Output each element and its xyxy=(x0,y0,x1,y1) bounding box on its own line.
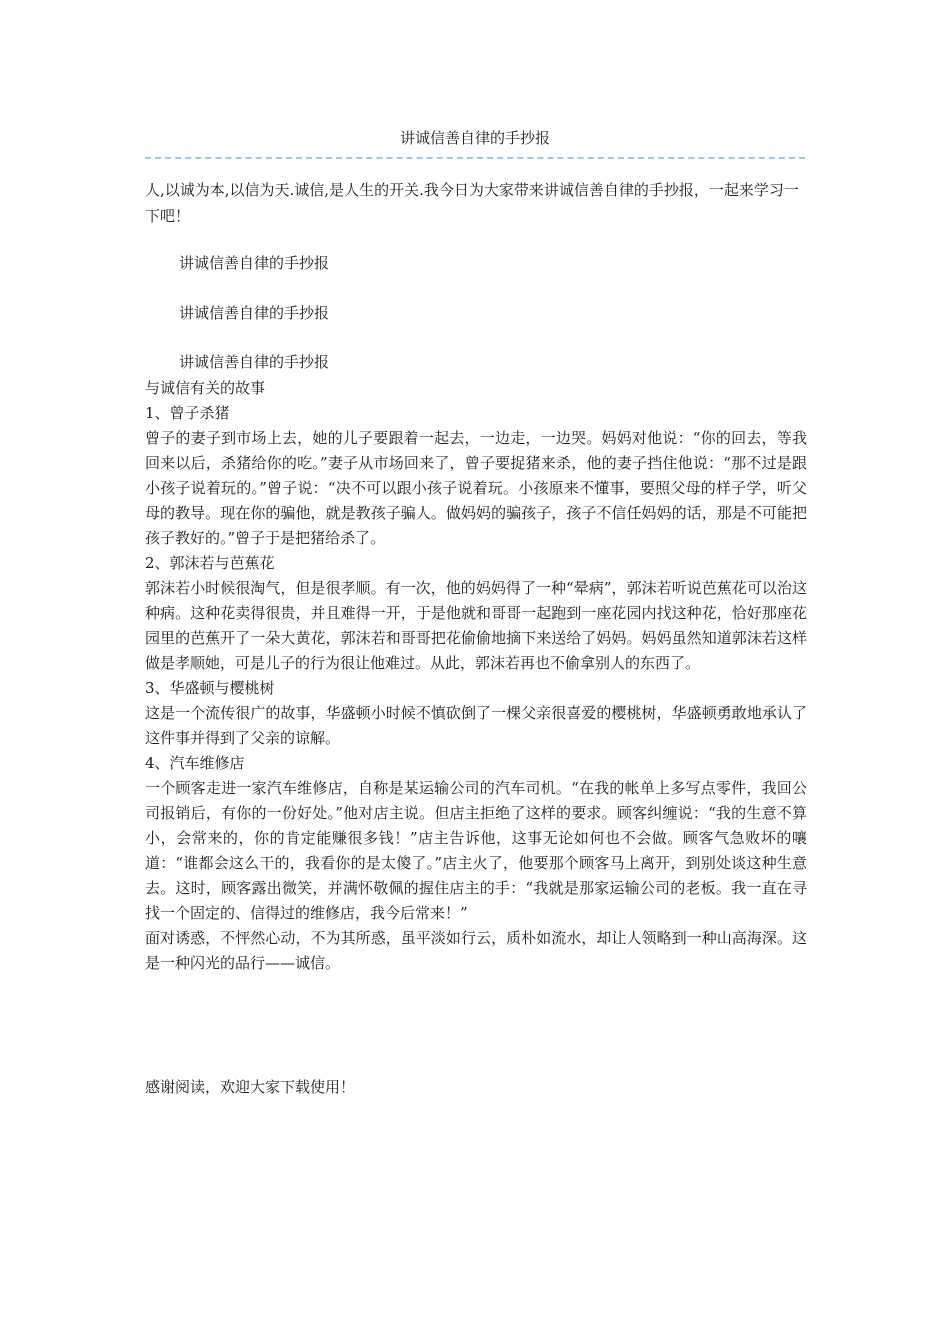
closing-line: 感谢阅读，欢迎大家下载使用！ xyxy=(145,1078,356,1096)
intro-paragraph: 人,以诚为本,以信为天.诚信,是人生的开关.我今日为大家带来讲诚信善自律的手抄报，一起来学习一下吧！ xyxy=(145,181,799,225)
story-heading: 3、华盛顿与樱桃树 xyxy=(145,679,275,697)
story-text: 曾子的妻子到市场上去，她的儿子要跟着一起去，一边走，一边哭。妈妈对他说：“你的回去，等我回来以后，杀猪给你的吃。”妻子从市场回来了，曾子要捉猪来杀，他的妻子挡住他说：“那不过是跟小孩子说着玩的。”曾子说：“决不可以跟小孩子说着玩。小孩原来不懂事，要照父母的样子学，听父母的教导。现在你的骗他，就是教孩子骗人。做妈妈的骗孩子，孩子不信任妈妈的话，那是不可能把孩子教好的。”曾子于是把猪给杀了。 xyxy=(145,429,807,547)
page-title: 讲诚信善自律的手抄报 xyxy=(399,129,550,147)
story-heading: 4、汽车维修店 xyxy=(145,754,245,772)
title-divider xyxy=(145,157,805,159)
story-content xyxy=(145,376,807,976)
story-text: 郭沫若小时候很淘气，但是很孝顺。有一次，他的妈妈得了一种“晕病”，郭沫若听说芭蕉花可以治这种病。这种花卖得很贵，并且难得一开，于是他就和哥哥一起跑到一座花园内找这种花，恰好那座花园里的芭蕉开了一朵大黄花，郭沫若和哥哥把花偷偷地摘下来送给了妈妈。妈妈虽然知道郭沫若这样做是孝顺她，可是儿子的行为很让他难过。从此，郭沫若再也不偷拿别人的东西了。 xyxy=(145,579,807,672)
subtitle-3: 讲诚信善自律的手抄报 xyxy=(179,353,330,371)
story-heading: 2、郭沫若与芭蕉花 xyxy=(145,554,275,572)
subtitle-2: 讲诚信善自律的手抄报 xyxy=(179,304,330,322)
subtitle-1: 讲诚信善自律的手抄报 xyxy=(179,254,330,272)
conclusion-paragraph: 面对诱惑，不怦然心动，不为其所惑，虽平淡如行云，质朴如流水，却让人领略到一种山高海深。这是一种闪光的品行——诚信。 xyxy=(145,929,807,972)
story-text: 这是一个流传很广的故事，华盛顿小时候不慎砍倒了一棵父亲很喜爱的樱桃树，华盛顿勇敢地承认了这件事并得到了父亲的谅解。 xyxy=(145,704,807,747)
story-text: 一个顾客走进一家汽车维修店，自称是某运输公司的汽车司机。“在我的帐单上多写点零件，我回公司报销后，有你的一份好处。”他对店主说。但店主拒绝了这样的要求。顾客纠缠说：“我的生意不算小，会常来的，你的肯定能赚很多钱！”店主告诉他，这事无论如何也不会做。顾客气急败坏的嚷道：“谁都会这么干的，我看你的是太傻了。”店主火了，他要那个顾客马上离开，到别处谈这种生意去。这时，顾客露出微笑，并满怀敬佩的握住店主的手：“我就是那家运输公司的老板。我一直在寻找一个固定的、信得过的维修店，我今后常来！” xyxy=(145,779,807,922)
section-heading: 与诚信有关的故事 xyxy=(145,379,266,397)
story-heading: 1、曾子杀猪 xyxy=(145,404,230,422)
